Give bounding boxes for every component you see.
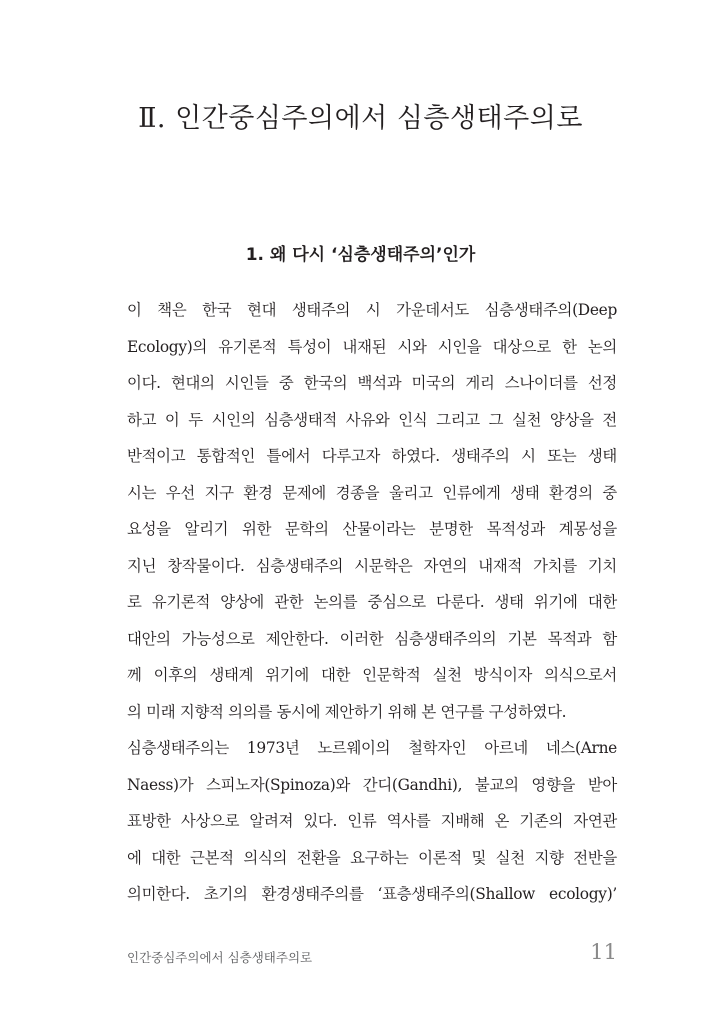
running-footer-title: 인간중심주의에서 심층생태주의로 (127, 950, 313, 965)
body-line: 이다. 현대의 시인들 중 한국의 백석과 미국의 게리 스나이더를 선정 (127, 374, 617, 392)
body-text (127, 292, 617, 913)
body-line: 대안의 가능성으로 제안한다. 이러한 심층생태주의의 기본 목적과 함 (127, 629, 617, 648)
body-line: 의미한다. 초기의 환경생태주의를 ‘표층생태주의(Shallow ecology)’ (127, 885, 617, 903)
body-line: 시는 우선 지구 환경 문제에 경종을 울리고 인류에게 생태 환경의 중 (127, 483, 617, 502)
body-line: Ecology)의 유기론적 특성이 내재된 시와 시인을 대상으로 한 논의 (127, 337, 617, 356)
body-line: 의 미래 지향적 의의를 동시에 제안하기 위해 본 연구를 구성하였다. (127, 702, 567, 721)
page-number: 11 (590, 940, 617, 964)
body-line: 심층생태주의는 1973년 노르웨이의 철학자인 아르네 네스(Arne (127, 739, 617, 757)
body-line: Naess)가 스피노자(Spinoza)와 간디(Gandhi), 불교의 영향을 받아 (127, 775, 617, 794)
body-line: 이 책은 한국 현대 생태주의 시 가운데서도 심층생태주의(Deep (127, 301, 617, 319)
body-line: 반적이고 통합적인 틀에서 다루고자 하였다. 생태주의 시 또는 생태 (127, 447, 617, 465)
chapter-title: Ⅱ. 인간중심주의에서 심층생태주의로 (138, 103, 583, 134)
body-line: 께 이후의 생태계 위기에 대한 인문학적 실천 방식이자 의식으로서 (127, 666, 617, 684)
body-line: 지닌 창작물이다. 심층생태주의 시문학은 자연의 내재적 가치를 기치 (127, 556, 617, 575)
body-line: 로 유기론적 양상에 관한 논의를 중심으로 다룬다. 생태 위기에 대한 (127, 593, 617, 611)
body-line: 표방한 사상으로 알려져 있다. 인류 역사를 지배해 온 기존의 자연관 (127, 812, 617, 830)
body-line: 에 대한 근본적 의식의 전환을 요구하는 이론적 및 실천 지향 전반을 (127, 848, 617, 867)
body-line: 요성을 알리기 위한 문학의 산물이라는 분명한 목적성과 계몽성을 (127, 520, 617, 538)
section-title: 1. 왜 다시 ‘심층생태주의’인가 (245, 245, 476, 265)
body-line: 하고 이 두 시인의 심층생태적 사유와 인식 그리고 그 실천 양상을 전 (127, 410, 617, 429)
